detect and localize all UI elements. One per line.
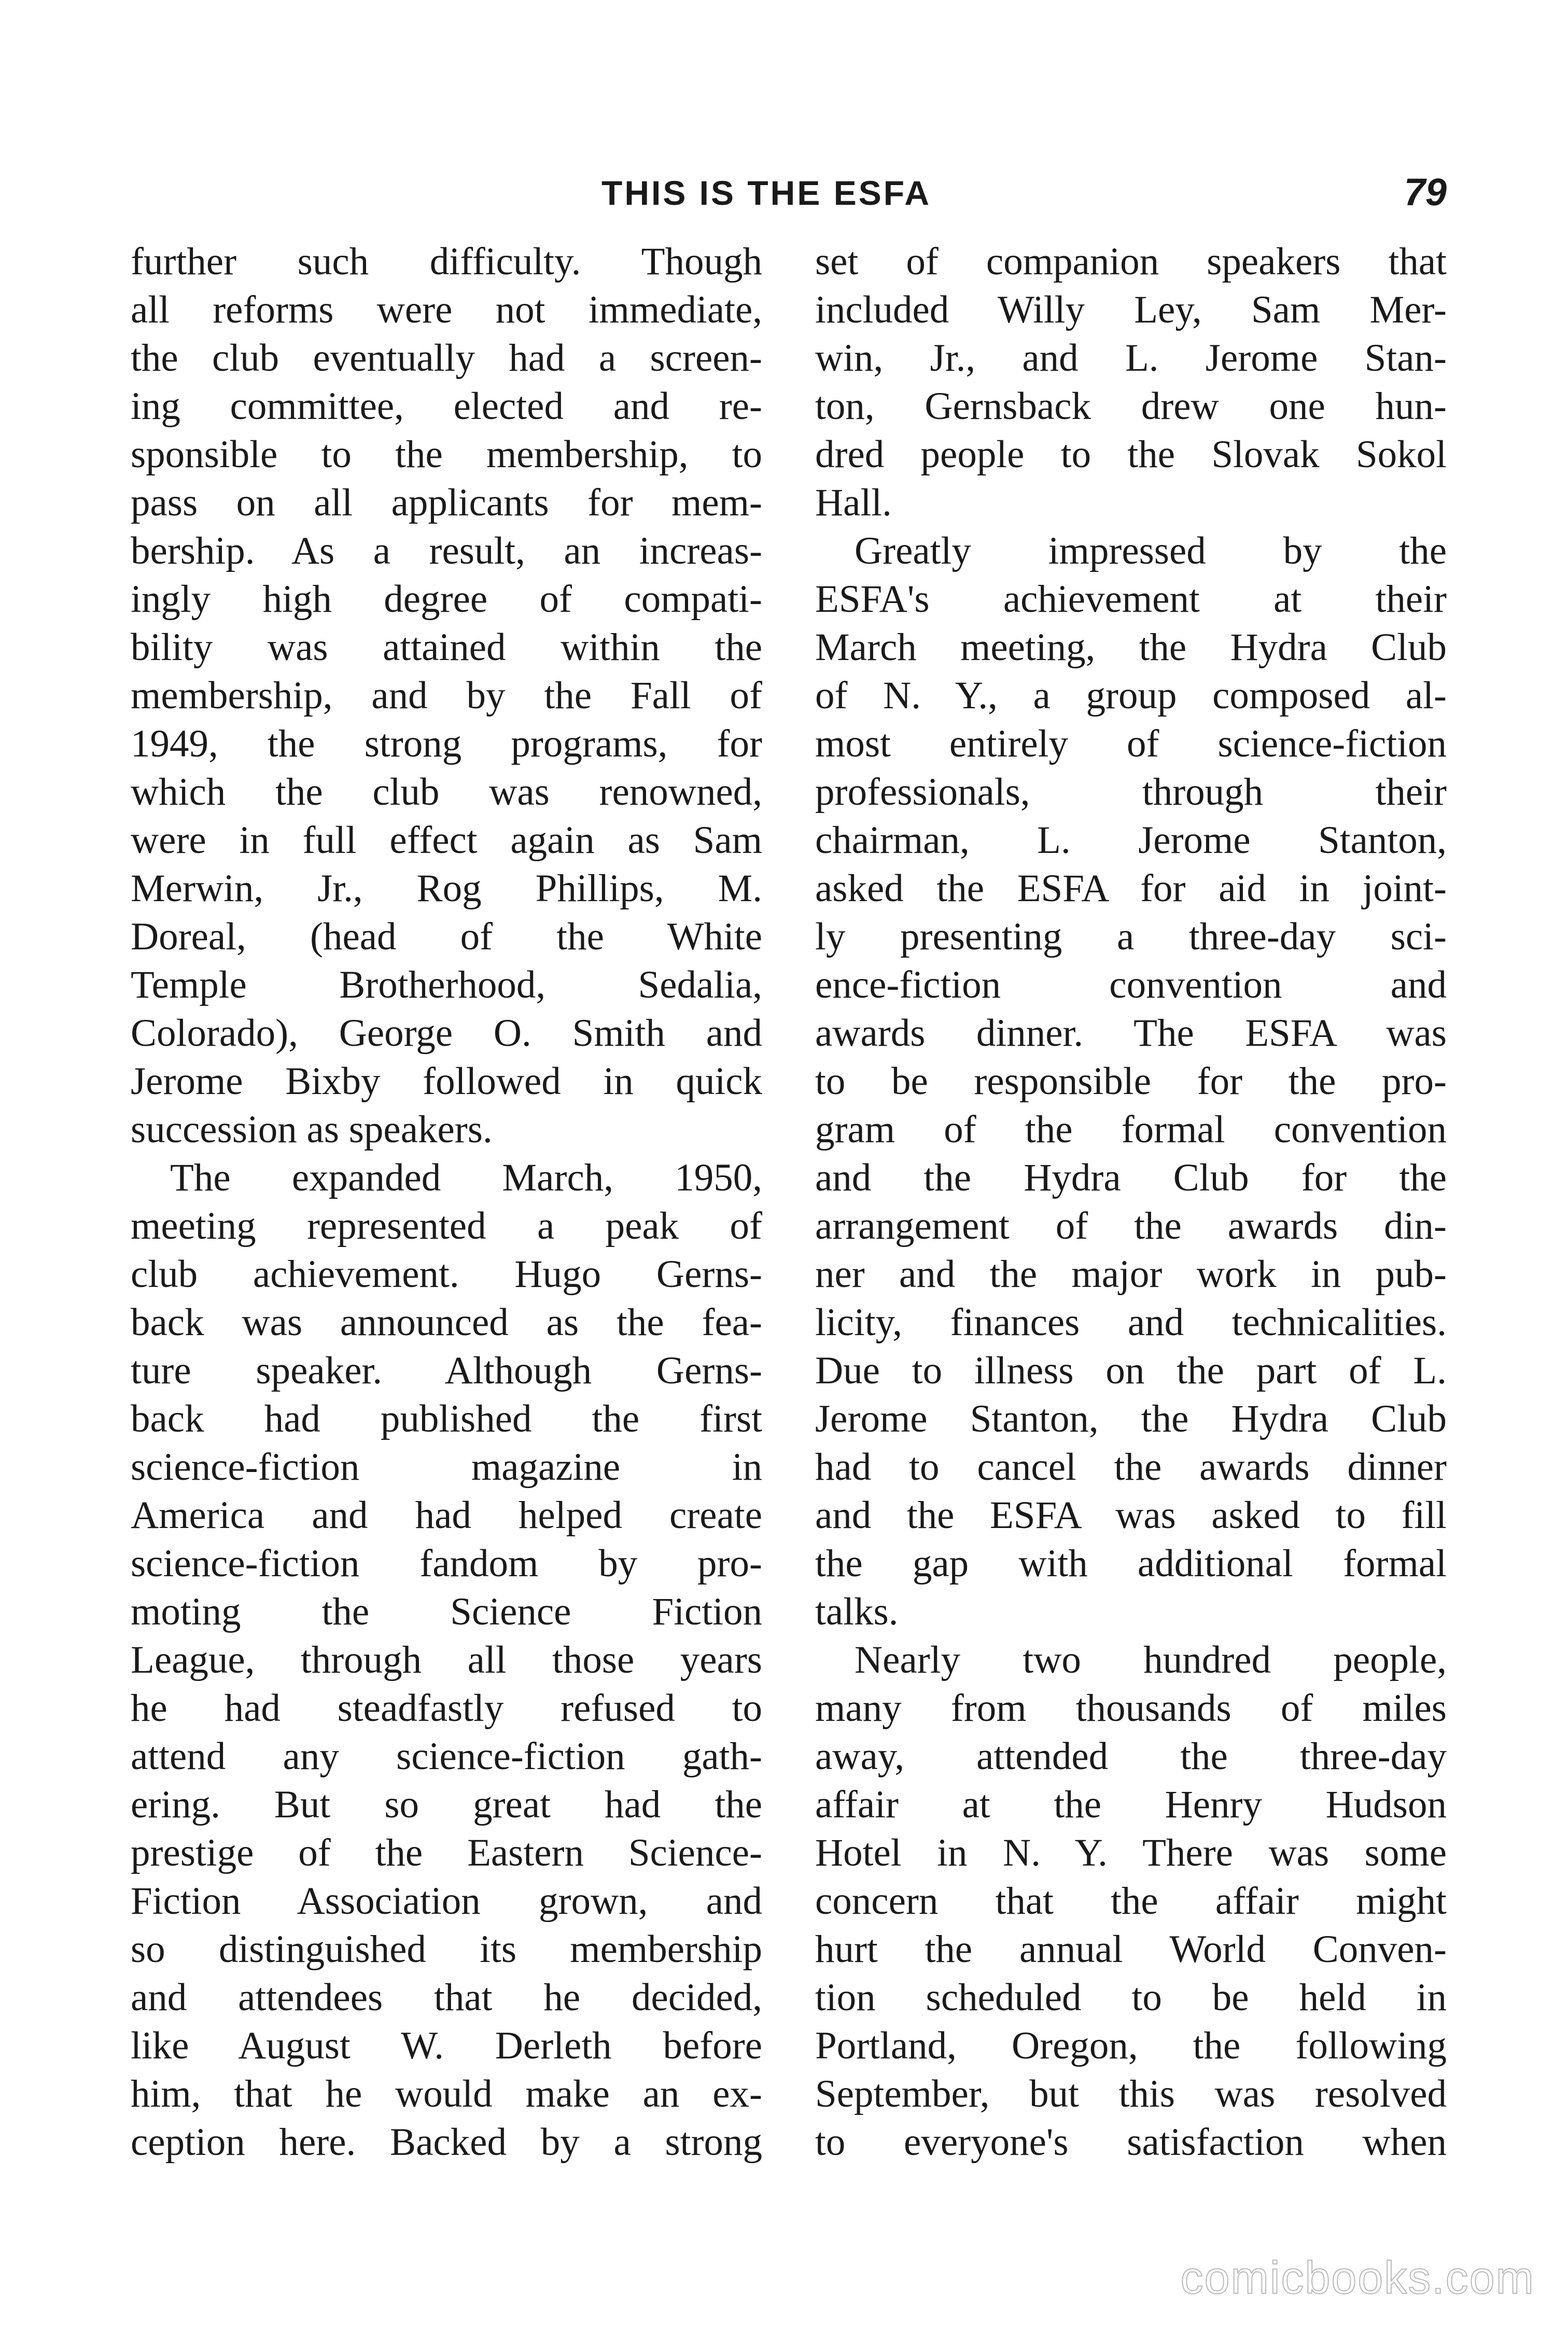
page-number: 79	[1404, 171, 1447, 214]
text-line: of N. Y., a group composed al-	[815, 674, 1447, 717]
text-line: membership, and by the Fall of	[131, 674, 762, 717]
text-line: which the club was renowned,	[131, 770, 762, 814]
text-line: prestige of the Eastern Science-	[131, 1831, 762, 1874]
text-line: to be responsible for the pro-	[815, 1060, 1447, 1103]
text-line: Portland, Oregon, the following	[815, 2024, 1447, 2067]
text-line: League, through all those years	[131, 1638, 762, 1681]
text-line: sponsible to the membership, to	[131, 433, 762, 476]
text-line: Merwin, Jr., Rog Phillips, M.	[131, 867, 762, 910]
text-column-right	[815, 237, 1447, 2166]
text-line: bility was attained within the	[131, 626, 762, 669]
text-line: set of companion speakers that	[815, 240, 1447, 283]
text-line: him, that he would make an ex-	[131, 2072, 762, 2115]
text-line: tion scheduled to be held in	[815, 1976, 1447, 2019]
text-line: arrangement of the awards din-	[815, 1204, 1447, 1247]
text-line: ingly high degree of compati-	[131, 578, 762, 621]
text-line: club achievement. Hugo Gerns-	[131, 1253, 762, 1296]
text-line: Colorado), George O. Smith and	[131, 1012, 762, 1055]
text-line: Doreal, (head of the White	[131, 915, 762, 958]
text-line: away, attended the three-day	[815, 1735, 1447, 1778]
text-line: professionals, through their	[815, 770, 1447, 814]
text-line: back was announced as the fea-	[131, 1301, 762, 1344]
text-line: many from thousands of miles	[815, 1687, 1447, 1730]
text-line: affair at the Henry Hudson	[815, 1783, 1447, 1826]
running-title: THIS IS THE ESFA	[601, 174, 932, 212]
text-line: talks.	[815, 1590, 899, 1633]
text-line: Jerome Stanton, the Hydra Club	[815, 1397, 1447, 1440]
text-line: ering. But so great had the	[131, 1783, 762, 1826]
text-line: moting the Science Fiction	[131, 1590, 762, 1633]
text-line: ton, Gernsback drew one hun-	[815, 385, 1447, 428]
text-line: awards dinner. The ESFA was	[815, 1012, 1447, 1055]
text-line: 1949, the strong programs, for	[131, 722, 762, 765]
text-line: dred people to the Slovak Sokol	[815, 433, 1447, 476]
text-line: succession as speakers.	[131, 1108, 493, 1151]
text-line: win, Jr., and L. Jerome Stan-	[815, 337, 1447, 380]
text-line: and the ESFA was asked to fill	[815, 1494, 1447, 1537]
text-line: America and had helped create	[131, 1494, 762, 1537]
text-line: ESFA's achievement at their	[815, 578, 1447, 621]
text-line: gram of the formal convention	[815, 1108, 1447, 1151]
text-line: like August W. Derleth before	[131, 2024, 762, 2067]
text-line: ing committee, elected and re-	[131, 385, 762, 428]
text-line: further such difficulty. Though	[131, 240, 762, 283]
text-line: back had published the first	[131, 1397, 762, 1440]
text-line: concern that the affair might	[815, 1880, 1447, 1923]
text-line: meeting represented a peak of	[131, 1204, 762, 1247]
text-line: and attendees that he decided,	[131, 1976, 762, 2019]
text-line: pass on all applicants for mem-	[131, 481, 762, 524]
text-line: Hall.	[815, 481, 892, 524]
text-line: all reforms were not immediate,	[131, 288, 762, 331]
text-line: ence-fiction convention and	[815, 963, 1447, 1006]
text-line: to everyone's satisfaction when	[815, 2121, 1447, 2164]
text-line: science-fiction magazine in	[131, 1446, 762, 1489]
text-line: chairman, L. Jerome Stanton,	[815, 819, 1447, 862]
text-column-left	[131, 237, 762, 2166]
text-line: so distinguished its membership	[131, 1928, 762, 1971]
text-line: were in full effect again as Sam	[131, 819, 762, 862]
text-line: included Willy Ley, Sam Mer-	[815, 288, 1447, 331]
text-line: the club eventually had a screen-	[131, 337, 762, 380]
text-line: most entirely of science-fiction	[815, 722, 1447, 765]
text-line: ception here. Backed by a strong	[131, 2121, 762, 2164]
text-line: Jerome Bixby followed in quick	[131, 1060, 762, 1103]
watermark-logo: comicbooks.com	[1180, 2252, 1535, 2303]
text-line: and the Hydra Club for the	[815, 1156, 1447, 1199]
text-line: March meeting, the Hydra Club	[815, 626, 1447, 669]
text-line: attend any science-fiction gath-	[131, 1735, 762, 1778]
text-line: Temple Brotherhood, Sedalia,	[131, 963, 762, 1006]
text-line: Due to illness on the part of L.	[815, 1349, 1447, 1392]
text-line: Greatly impressed by the	[855, 529, 1447, 572]
text-line: he had steadfastly refused to	[131, 1687, 762, 1730]
text-line: ture speaker. Although Gerns-	[131, 1349, 762, 1392]
text-line: ner and the major work in pub-	[815, 1253, 1447, 1296]
text-line: the gap with additional formal	[815, 1542, 1447, 1585]
text-line: science-fiction fandom by pro-	[131, 1542, 762, 1585]
text-line: had to cancel the awards dinner	[815, 1446, 1447, 1489]
text-line: Nearly two hundred people,	[855, 1638, 1447, 1681]
running-head	[0, 173, 1568, 225]
text-line: asked the ESFA for aid in joint-	[815, 867, 1447, 910]
text-line: hurt the annual World Conven-	[815, 1928, 1447, 1971]
text-line: The expanded March, 1950,	[170, 1156, 762, 1199]
text-line: ly presenting a three-day sci-	[815, 915, 1447, 958]
text-line: Fiction Association grown, and	[131, 1880, 762, 1923]
text-line: Hotel in N. Y. There was some	[815, 1831, 1447, 1874]
text-line: bership. As a result, an increas-	[131, 529, 762, 572]
text-line: September, but this was resolved	[815, 2072, 1447, 2115]
text-line: licity, finances and technicalities.	[815, 1301, 1447, 1344]
